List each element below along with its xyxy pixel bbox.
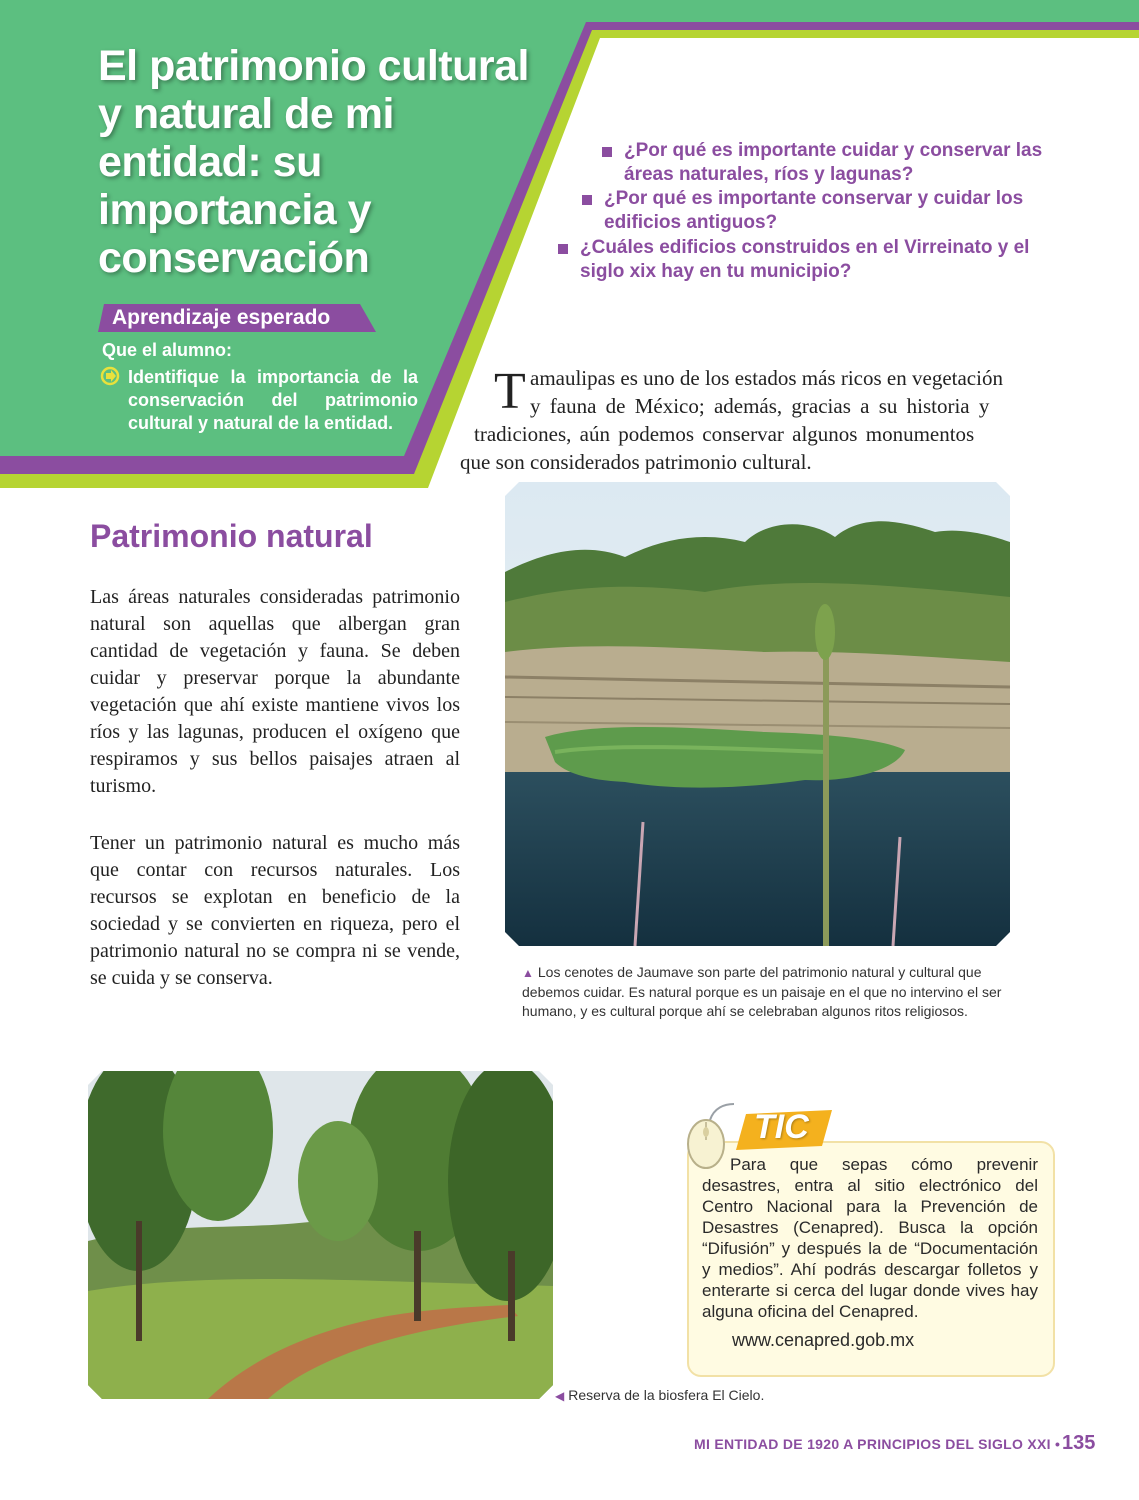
title-line-1: El patrimonio cultural <box>98 42 529 90</box>
photo-caption <box>522 963 1022 1021</box>
footer-title: MI ENTIDAD DE 1920 A PRINCIPIOS DEL SIGLO XXI <box>694 1436 1051 1452</box>
question-line-1: ¿Cuáles edificios construidos en el Virreinato y el <box>580 237 1030 258</box>
intro-line: tradiciones, aún podemos conservar algunos monumentos <box>474 422 975 446</box>
cenote-photo <box>505 482 1010 946</box>
caption-text: Reserva de la biosfera El Cielo. <box>568 1387 765 1403</box>
question-item <box>602 139 1062 189</box>
caption-arrow-icon: ▲ <box>522 966 534 980</box>
question-line-2: áreas naturales, ríos y lagunas? <box>624 164 914 185</box>
footer-text <box>694 1436 1060 1452</box>
question-line-2: siglo xix hay en tu municipio? <box>580 261 852 282</box>
title-line-2: y natural de mi <box>98 90 394 138</box>
question-line-2: edificios antiguos? <box>604 212 778 233</box>
paragraph: Las áreas naturales consideradas patrimonio natural son aquellas que albergan gran cantidad de vegetación y fauna. Se deben cuidar y preservar porque la abundante vegetación que ahí existe mantiene vivos los ríos y las lagunas, producen el oxígeno que respiramos y sus bellos paisajes atraen al turismo. <box>90 586 460 797</box>
intro-paragraph <box>460 364 1050 484</box>
forest-photo <box>88 1071 553 1399</box>
question-line-1: ¿Por qué es importante conservar y cuidar los <box>604 188 1024 209</box>
intro-line: amaulipas es uno de los estados más ricos en vegetación <box>530 366 1003 390</box>
tic-text <box>702 1154 1038 1322</box>
tic-url[interactable]: www.cenapred.gob.mx <box>732 1330 915 1350</box>
square-bullet-icon <box>582 195 592 205</box>
question-item <box>582 187 1042 237</box>
intro-line: que son considerados patrimonio cultural. <box>460 450 812 474</box>
paragraph: Tener un patrimonio natural es mucho más que contar con recursos naturales. Los recursos se explotan en beneficio de la sociedad y se convierten en riqueza, pero el patrimonio natural no se compra ni se vende, se cuida y se conserva. <box>90 832 460 989</box>
question-line-1: ¿Por qué es importante cuidar y conservar las <box>624 140 1043 161</box>
title-line-5: conservación <box>98 234 370 282</box>
title-line-4: importancia y <box>98 186 372 234</box>
footer-dot: • <box>1055 1436 1061 1452</box>
learning-goal: Identifique la importancia de la conservación del patrimonio cultural y natural de la entidad. <box>128 367 418 433</box>
tic-body: Para que sepas cómo prevenir desastres, entra al sitio electrónico del Centro Nacional para la Prevención de Desastres (Cenapred). Busca la opción “Difusión” y después la de “Documentación y medios”. Ahí podrás descargar folletos y enterarte si cerca del lugar donde vives hay alguna oficina del Cenapred. <box>702 1155 1038 1321</box>
drop-cap: T <box>494 363 526 420</box>
page-title <box>98 42 568 282</box>
photo-caption <box>555 1386 855 1406</box>
que-el-alumno: Que el alumno: <box>102 340 233 360</box>
arrow-circle-icon <box>100 366 120 386</box>
page-number: 135 <box>1062 1432 1096 1454</box>
learning-tab-label: Aprendizaje esperado <box>112 306 331 329</box>
question-item <box>558 236 1038 286</box>
tic-label: TIC <box>754 1108 809 1146</box>
square-bullet-icon <box>558 244 568 254</box>
intro-line: y fauna de México; además, gracias a su historia y <box>530 394 990 418</box>
caption-text: Los cenotes de Jaumave son parte del patrimonio natural y cultural que debemos cuidar. Es natural porque es un paisaje en el que no intervino el ser humano, y es cultural porque ahí se celebraban algunos ritos religiosos. <box>522 964 1002 1019</box>
title-line-3: entidad: su <box>98 138 322 186</box>
section-heading: Patrimonio natural <box>90 518 373 554</box>
caption-arrow-icon: ◀ <box>555 1389 565 1403</box>
square-bullet-icon <box>602 147 612 157</box>
